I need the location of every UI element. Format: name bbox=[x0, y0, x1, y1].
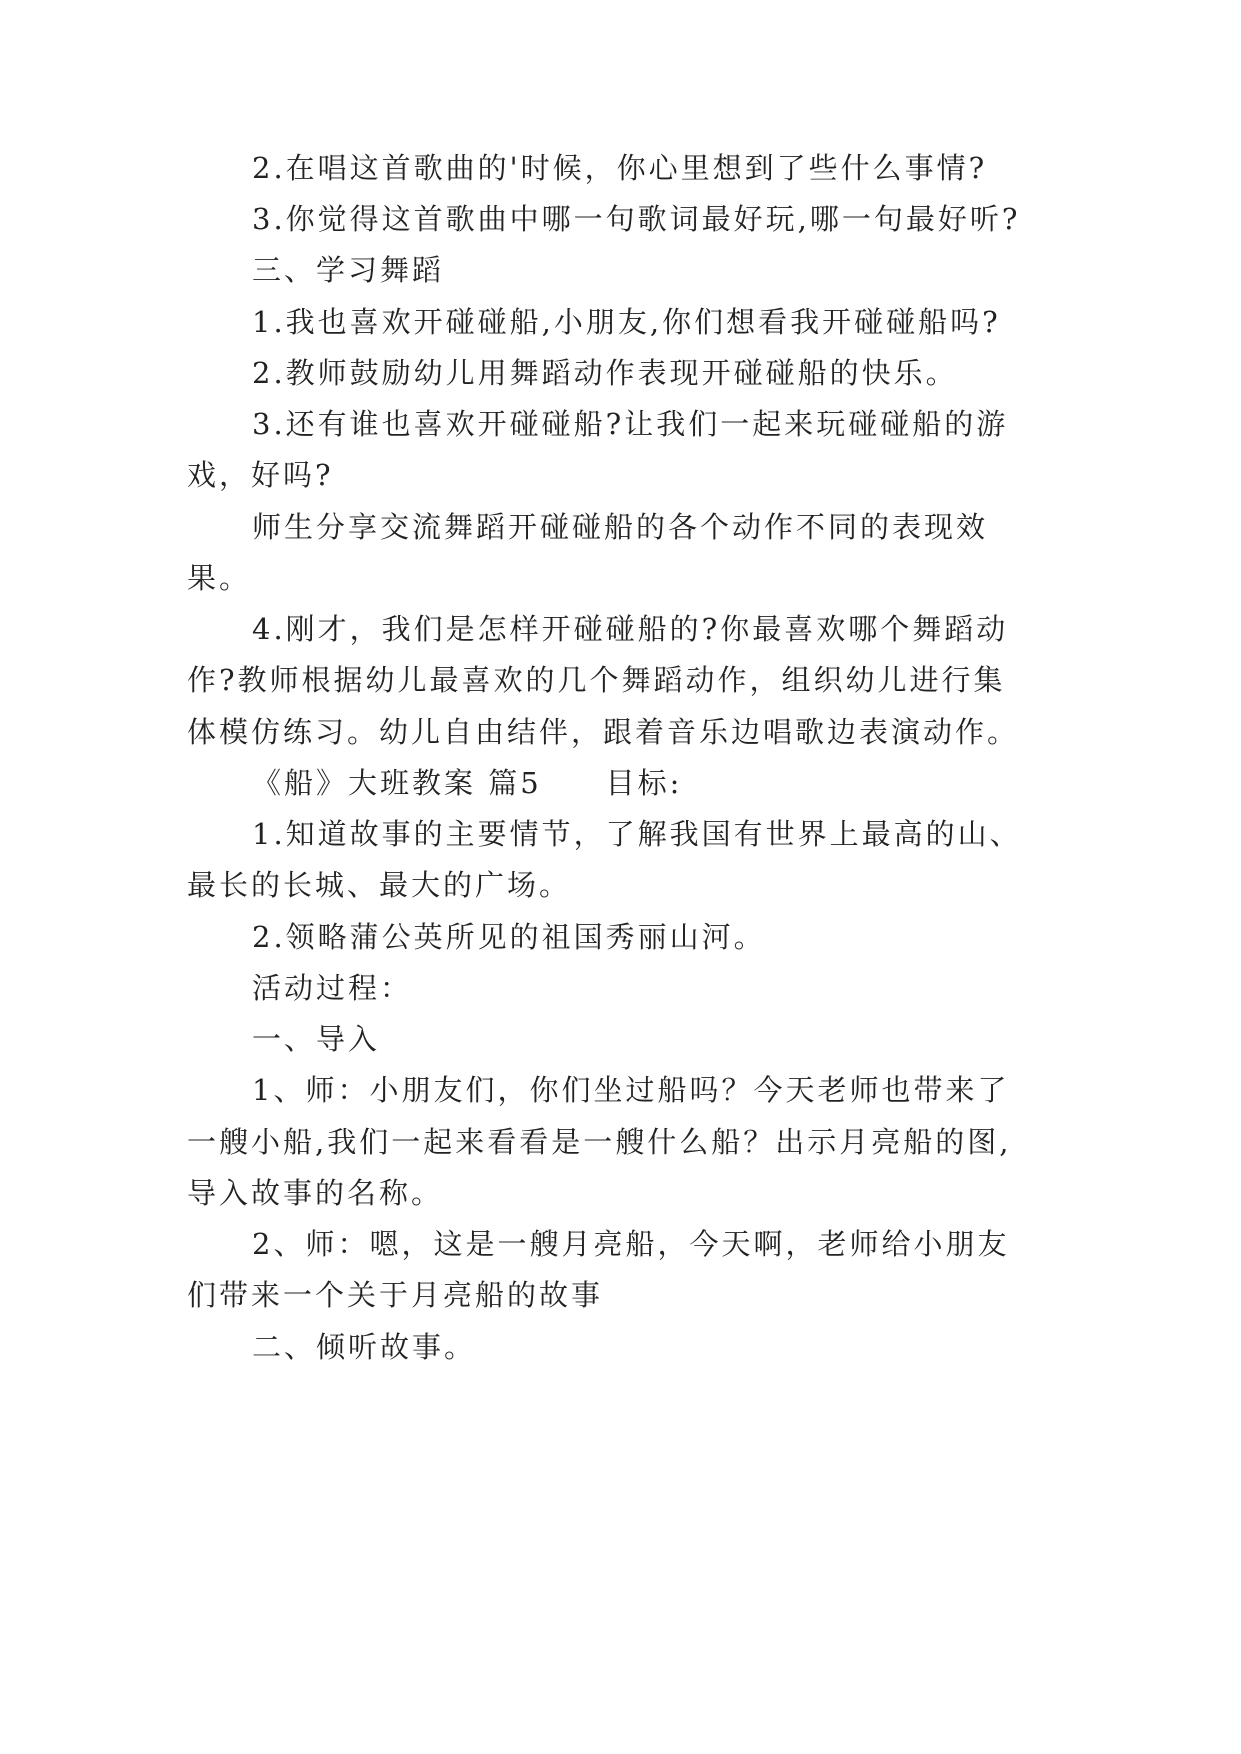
section-heading: 二、倾听故事。 bbox=[252, 1330, 477, 1364]
text-line: 们带来一个关于月亮船的故事 bbox=[187, 1278, 604, 1312]
text-line: 2.教师鼓励幼儿用舞蹈动作表现开碰碰船的快乐。 bbox=[252, 356, 958, 390]
text-line: 2、师：嗯，这是一艘月亮船，今天啊，老师给小朋友 bbox=[252, 1227, 1010, 1261]
section-heading: 三、学习舞蹈 bbox=[252, 253, 445, 287]
text-line: 1.知道故事的主要情节，了解我国有世界上最高的山、 bbox=[252, 817, 1022, 851]
text-line: 3.你觉得这首歌曲中哪一句歌词最好玩,哪一句最好听? bbox=[252, 202, 1021, 236]
text-line: 体模仿练习。幼儿自由结伴，跟着音乐边唱歌边表演动作。 bbox=[187, 715, 1020, 749]
text-line: 最长的长城、最大的广场。 bbox=[187, 868, 572, 902]
text-line: 2.在唱这首歌曲的'时候，你心里想到了些什么事情? bbox=[252, 151, 988, 185]
text-line: 导入故事的名称。 bbox=[187, 1176, 444, 1210]
text-line: 一艘小船,我们一起来看看是一艘什么船？出示月亮船的图, bbox=[187, 1125, 1012, 1159]
text-line: 果。 bbox=[187, 561, 252, 595]
section-heading: 一、导入 bbox=[252, 1022, 381, 1056]
text-line: 2.领略蒲公英所见的祖国秀丽山河。 bbox=[252, 920, 766, 954]
section-heading: 活动过程： bbox=[252, 971, 413, 1005]
text-line: 作?教师根据幼儿最喜欢的几个舞蹈动作，组织幼儿进行集 bbox=[187, 663, 1006, 697]
text-line: 3.还有谁也喜欢开碰碰船?让我们一起来玩碰碰船的游 bbox=[252, 407, 1009, 441]
section-title: 《船》大班教案 篇5 目标: bbox=[252, 766, 683, 800]
text-line: 师生分享交流舞蹈开碰碰船的各个动作不同的表现效 bbox=[252, 510, 989, 544]
text-line: 戏，好吗? bbox=[187, 458, 334, 492]
text-line: 1、师：小朋友们，你们坐过船吗？今天老师也带来了 bbox=[252, 1073, 1010, 1107]
text-line: 1.我也喜欢开碰碰船,小朋友,你们想看我开碰碰船吗? bbox=[252, 305, 1001, 339]
text-line: 4.刚才，我们是怎样开碰碰船的?你最喜欢哪个舞蹈动 bbox=[252, 612, 1009, 646]
